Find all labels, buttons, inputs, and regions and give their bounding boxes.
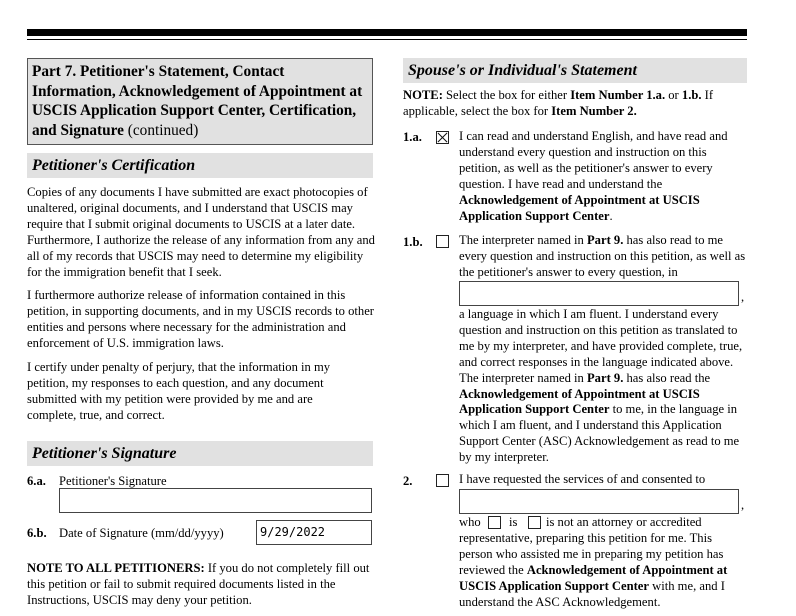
note-to-petitioners-text: If you do not completely fill out this petition or fail to submit required documents listed in the Instructions, USCIS may deny your petition. (27, 561, 370, 607)
note-to-petitioners (27, 561, 372, 609)
item-2-text-3: with me, and I understand the ASC Acknowledgement. (459, 578, 725, 609)
item-1b-text-1: The interpreter named in (459, 233, 587, 247)
item-2-number: 2. (403, 474, 413, 488)
petitioner-certification-heading: Petitioner's Certification (27, 153, 373, 178)
part-continued: (continued) (127, 121, 199, 139)
name-comma: , (741, 498, 745, 512)
preparer-name-field[interactable] (459, 489, 739, 514)
item-1b-text-3: a language in which I am fluent. I understand every question and instruction on this petition as translated to me by my interpreter, and have provided complete, true, and correct responses in the language indicated above. The interpreter named in (459, 307, 743, 385)
item-1b-text-2: has also read to me every question and instruction on this petition, as well as the petitioner's answer to every question, in (459, 233, 746, 279)
date-of-signature-field[interactable]: 9/29/2022 (256, 520, 372, 545)
item-1b-text-5: to me, in the language in which I am fluent, and I understand this Application Support Center (ASC) Acknowledgement as read to me by my interpreter. (459, 402, 740, 465)
spouse-note (403, 88, 747, 120)
item-1a-checkbox[interactable] (436, 131, 449, 144)
item-1a-text (459, 129, 747, 224)
item-2-is: is (509, 515, 518, 529)
petitioner-signature-field[interactable] (59, 488, 372, 513)
top-rule-thin (27, 39, 747, 40)
spouse-statement-heading: Spouse's or Individual's Statement (403, 58, 747, 83)
item-2-text-2: representative, preparing this petition for me. This person who assisted me in preparing my petition has reviewed the (459, 531, 724, 577)
spouse-note-text-1: Select the box for either (442, 88, 571, 102)
item-6b-label: Date of Signature (mm/dd/yyyy) (59, 526, 224, 540)
item-6a-number: 6.a. (27, 474, 46, 488)
item-1a-ack-bold: Acknowledgement of Appointment at USCIS Application Support Center (459, 192, 700, 223)
item-2-is-not: is not an attorney or accredited (546, 515, 702, 529)
item-1b-ack-bold: Acknowledgement of Appointment at USCIS Application Support Center (459, 386, 700, 417)
item-1a-text-1: I can read and understand English, and have read and understand every question and instruction on this petition, as well as the petitioner's answer to every question. I have read and understand the (459, 129, 728, 191)
left-column (27, 58, 373, 145)
top-rule-thick (27, 29, 747, 36)
spouse-note-text-3: If applicable, select the box for (403, 88, 714, 118)
item-1b-text-bottom (459, 307, 747, 466)
item-2-text-bottom (459, 531, 747, 611)
language-comma: , (741, 290, 745, 304)
spouse-note-item-1a: Item Number 1.a. (570, 88, 666, 102)
item-6b-number: 6.b. (27, 526, 47, 540)
item-1b-number: 1.b. (403, 235, 423, 249)
cert-paragraph-3: I certify under penalty of perjury, that the information in my petition, my responses to each question, and any document submitted with my petition were provided by me and are complete, true, and correct. (27, 360, 331, 422)
interpreter-language-field[interactable] (459, 281, 739, 306)
spouse-note-item-1b: 1.b. (681, 88, 702, 102)
item-1a-text-2: . (609, 208, 613, 223)
item-2-is-not-checkbox[interactable] (528, 516, 541, 529)
item-1b-text-top (459, 233, 747, 281)
spouse-note-label: NOTE: (403, 88, 443, 102)
spouse-note-item-2: Item Number 2. (551, 103, 637, 118)
part-7-title-box (27, 58, 373, 145)
note-to-petitioners-label: NOTE TO ALL PETITIONERS: (27, 561, 205, 575)
item-2-checkbox[interactable] (436, 474, 449, 487)
item-6a-label: Petitioner's Signature (59, 474, 167, 488)
item-1a-number: 1.a. (403, 130, 422, 144)
item-2-text-1: I have requested the services of and consented to (459, 472, 706, 486)
item-2-ack-bold: Acknowledgement of Appointment at USCIS Application Support Center (459, 562, 728, 593)
item-1b-part9b: Part 9. (586, 370, 624, 385)
item-1b-checkbox[interactable] (436, 235, 449, 248)
cert-paragraph-1: Copies of any documents I have submitted are exact photocopies of unaltered, original documents, and I understand that USCIS may require that I submit original documents to USCIS at a later date. Furthermore, I authorize the release of any information from any and all of my records that USCIS may need to determine my eligibility for the immigration benefit that I seek. (27, 185, 375, 279)
petitioner-signature-heading: Petitioner's Signature (27, 441, 373, 466)
item-1b-text-4: has also read the (623, 370, 711, 385)
item-1b-part9: Part 9. (586, 233, 624, 247)
cert-paragraph-2: I furthermore authorize release of information contained in this petition, in supporting documents, and in my USCIS records to other entities and persons where necessary for the administration and enforcement of U.S. immigration laws. (27, 288, 374, 350)
part-title: Part 7. Petitioner's Statement, Contact Information, Acknowledgement of Appointment at USCIS Application Support Center, Certification, and Signature (32, 63, 363, 139)
item-2-who: who (459, 515, 481, 529)
item-2-is-checkbox[interactable] (488, 516, 501, 529)
spouse-note-text-2: or (665, 88, 682, 102)
